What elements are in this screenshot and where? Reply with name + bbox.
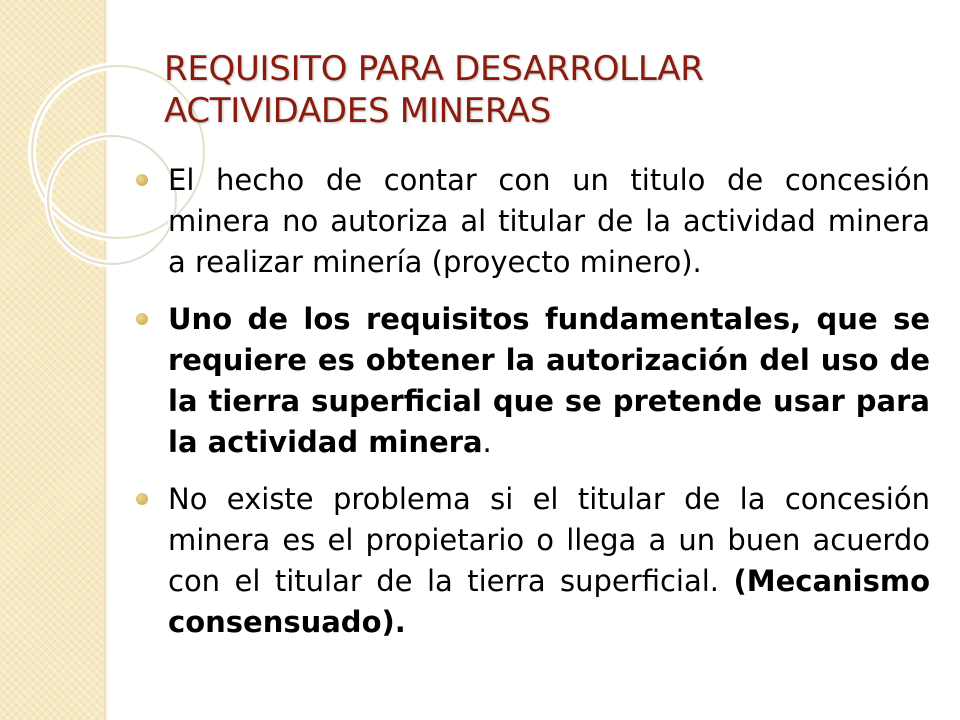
bullet-dot-icon <box>136 174 148 186</box>
bullet-3-bold-text: (Mecanismo consensuado). <box>168 564 930 639</box>
bullet-list <box>134 160 930 659</box>
bullet-dot-icon <box>136 493 148 505</box>
bullet-2-bold-text: Uno de los requisitos fundamentales, que se requiere es obtener la autorización del uso de la tierra superficial que se pretende usar para la actividad minera <box>168 302 930 459</box>
bullet-item-2 <box>134 299 930 463</box>
bullet-3-text: No existe problema si el titular de la concesión minera es el propietario o llega a un buen acuerdo con el titular de la tierra superficial. <box>168 482 930 598</box>
bullet-1-text: El hecho de contar con un titulo de concesión minera no autoriza al titular de la actividad minera a realizar minería (proyecto minero). <box>168 163 930 279</box>
bullet-item-1 <box>134 160 930 283</box>
bullet-dot-icon <box>136 313 148 325</box>
slide-title: REQUISITO PARA DESARROLLAR ACTIVIDADES MINERAS <box>164 49 704 131</box>
bullet-item-3 <box>134 479 930 643</box>
bullet-2-end-text: . <box>482 425 492 459</box>
